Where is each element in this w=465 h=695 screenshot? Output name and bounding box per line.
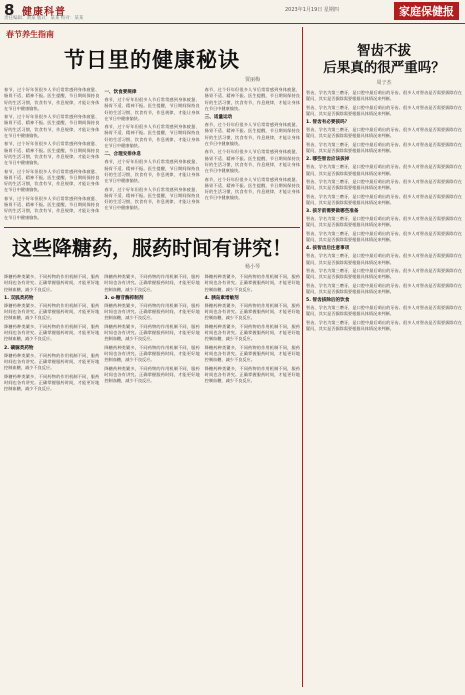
article-wisdom-teeth: [306, 27, 462, 334]
subheading: 二、合理安排休息: [104, 152, 142, 158]
body-paragraph: 春节，过个好年但很多人节后常常感到身体疲惫、肠胃不适、精神不振。医生提醒，节日期间保持良好的生活习惯，饮食有节，作息规律，才能让身体在节日中健康愉快。: [204, 122, 300, 147]
body-paragraph: 降糖药种类繁多，不同药物的作用机制不同，服药时间也各有讲究。正确掌握服药时间，才能更好地控制血糖，减少不良反应。: [104, 302, 200, 321]
body-paragraph: 降糖药种类繁多，不同药物的作用机制不同，服药时间也各有讲究。正确掌握服药时间，才能更好地控制血糖，减少不良反应。: [204, 365, 300, 384]
article-spring-health: [4, 27, 300, 394]
body-paragraph: 春节，过个好年但很多人节后常常感到身体疲惫、肠胃不适、精神不振。医生提醒，节日期间保持良好的生活习惯，饮食有节，作息规律，才能让身体在节日中健康愉快。: [4, 141, 100, 166]
section-title: 健康科普: [22, 7, 66, 18]
body-paragraph: 春节，过个好年但很多人节后常常感到身体疲惫、肠胃不适、精神不振。医生提醒，节日期间保持良好的生活习惯，饮食有节，作息规律，才能让身体在节日中健康愉快。: [204, 87, 300, 111]
body-paragraph: 降糖药种类繁多，不同药物的作用机制不同，服药时间也各有讲究。正确掌握服药时间，才能更好地控制血糖，减少不良反应。: [4, 273, 100, 292]
article-byline: 周子杰: [376, 80, 392, 86]
article-body: [4, 274, 300, 394]
body-paragraph: 降糖药种类繁多，不同药物的作用机制不同，服药时间也各有讲究。正确掌握服药时间，才能更好地控制血糖，减少不良反应。: [4, 323, 100, 342]
body-paragraph: 智齿，学名为第三磨牙，是口腔中最后萌出的牙齿。很多人对智齿是否需要拔除存在疑问，其实是否拔除需要根据具体情况来判断。: [306, 178, 462, 191]
article-byline: 贾丽梅: [244, 77, 260, 83]
article-title: [306, 43, 462, 77]
article-kicker: 春节养生指南: [6, 30, 54, 39]
body-paragraph: 春节，过个好年但很多人节后常常感到身体疲惫、肠胃不适、精神不振。医生提醒，节日期间保持良好的生活习惯，饮食有节，作息规律，才能让身体在节日中健康愉快。: [204, 149, 300, 174]
body-paragraph: 春节，过个好年但很多人节后常常感到身体疲惫、肠胃不适、精神不振。医生提醒，节日期间保持良好的生活习惯，饮食有节，作息规律，才能让身体在节日中健康愉快。: [204, 176, 300, 201]
column-divider: [302, 27, 303, 687]
subheading: 3. α-糖苷酶抑制剂: [104, 295, 144, 301]
body-paragraph: 降糖药种类繁多，不同药物的作用机制不同，服药时间也各有讲究。正确掌握服药时间，才能更好地控制血糖，减少不良反应。: [204, 302, 300, 321]
newspaper-brand: 家庭保健报: [394, 2, 459, 20]
page-number: 8: [4, 1, 15, 19]
subheading: 5. 智齿拔除后的饮食: [306, 298, 350, 304]
article-body: [4, 87, 300, 223]
subheading: 1. 双胍类药物: [4, 295, 34, 301]
subheading: 三、适量运动: [204, 115, 233, 121]
subheading: 2. 哪些智齿应该拔掉: [306, 157, 350, 163]
body-paragraph: 降糖药种类繁多，不同药物的作用机制不同，服药时间也各有讲究。正确掌握服药时间，才能更好地控制血糖，减少不良反应。: [104, 323, 200, 342]
body-paragraph: 智齿，学名为第三磨牙，是口腔中最后萌出的牙齿。很多人对智齿是否需要拔除存在疑问，其实是否拔除需要根据具体情况来判断。: [306, 164, 462, 176]
subheading: 1. 智齿有必要拔吗？: [306, 120, 350, 126]
title-line-1: 智齿不拔: [357, 43, 411, 59]
body-paragraph: 降糖药种类繁多，不同药物的作用机制不同，服药时间也各有讲究。正确掌握服药时间，才能更好地控制血糖，减少不良反应。: [4, 302, 100, 321]
body-paragraph: 降糖药种类繁多，不同药物的作用机制不同，服药时间也各有讲究。正确掌握服药时间，才能更好地控制血糖，减少不良反应。: [204, 273, 300, 292]
body-paragraph: 春节，过个好年但很多人节后常常感到身体疲惫、肠胃不适、精神不振。医生提醒，节日期间保持良好的生活习惯，饮食有节，作息规律，才能让身体在节日中健康愉快。: [4, 114, 100, 139]
body-paragraph: 降糖药种类繁多，不同药物的作用机制不同，服药时间也各有讲究。正确掌握服药时间，才能更好地控制血糖，减少不良反应。: [204, 323, 300, 342]
subheading: 3. 拔牙前需要做哪些准备: [306, 209, 359, 215]
section-divider: [4, 227, 300, 228]
subheading: 4. 拔智齿后注意事项: [306, 246, 350, 252]
body-paragraph: 智齿，学名为第三磨牙，是口腔中最后萌出的牙齿。很多人对智齿是否需要拔除存在疑问，其实是否拔除需要根据具体情况来判断。: [306, 230, 462, 243]
body-paragraph: 降糖药种类繁多，不同药物的作用机制不同，服药时间也各有讲究。正确掌握服药时间，才能更好地控制血糖，减少不良反应。: [104, 273, 200, 292]
article-byline: 杨小琴: [244, 263, 260, 270]
body-paragraph: 春节，过个好年但很多人节后常常感到身体疲惫、肠胃不适、精神不振。医生提醒，节日期间保持良好的生活习惯，饮食有节，作息规律，才能让身体在节日中健康愉快。: [4, 87, 100, 111]
body-paragraph: 智齿，学名为第三磨牙，是口腔中最后萌出的牙齿。很多人对智齿是否需要拔除存在疑问，其实是否拔除需要根据具体情况来判断。: [306, 253, 462, 265]
body-paragraph: 智齿，学名为第三磨牙，是口腔中最后萌出的牙齿。很多人对智齿是否需要拔除存在疑问，其实是否拔除需要根据具体情况来判断。: [306, 127, 462, 139]
body-paragraph: 降糖药种类繁多，不同药物的作用机制不同，服药时间也各有讲究。正确掌握服药时间，才能更好地控制血糖，减少不良反应。: [4, 373, 100, 392]
body-paragraph: 降糖药种类繁多，不同药物的作用机制不同，服药时间也各有讲究。正确掌握服药时间，才能更好地控制血糖，减少不良反应。: [104, 365, 200, 384]
body-paragraph: 智齿，学名为第三磨牙，是口腔中最后萌出的牙齿。很多人对智齿是否需要拔除存在疑问，其实是否拔除需要根据具体情况来判断。: [306, 90, 462, 102]
body-paragraph: 春节，过个好年但很多人节后常常感到身体疲惫、肠胃不适、精神不振。医生提醒，节日期间保持良好的生活习惯，饮食有节，作息规律，才能让身体在节日中健康愉快。: [104, 124, 200, 149]
body-paragraph: 降糖药种类繁多，不同药物的作用机制不同，服药时间也各有讲究。正确掌握服药时间，才能更好地控制血糖，减少不良反应。: [204, 344, 300, 363]
body-paragraph: 春节，过个好年但很多人节后常常感到身体疲惫、肠胃不适、精神不振。医生提醒，节日期间保持良好的生活习惯，饮食有节，作息规律，才能让身体在节日中健康愉快。: [4, 195, 100, 220]
body-paragraph: 春节，过个好年但很多人节后常常感到身体疲惫、肠胃不适、精神不振。医生提醒，节日期间保持良好的生活习惯，饮食有节，作息规律，才能让身体在节日中健康愉快。: [4, 168, 100, 193]
body-paragraph: 智齿，学名为第三磨牙，是口腔中最后萌出的牙齿。很多人对智齿是否需要拔除存在疑问，其实是否拔除需要根据具体情况来判断。: [306, 104, 462, 116]
body-paragraph: 智齿，学名为第三磨牙，是口腔中最后萌出的牙齿。很多人对智齿是否需要拔除存在疑问，其实是否拔除需要根据具体情况来判断。: [306, 319, 462, 332]
article-title: 节日里的健康秘诀: [64, 47, 240, 72]
body-paragraph: 智齿，学名为第三磨牙，是口腔中最后萌出的牙齿。很多人对智齿是否需要拔除存在疑问，其实是否拔除需要根据具体情况来判断。: [306, 305, 462, 317]
body-paragraph: 智齿，学名为第三磨牙，是口腔中最后萌出的牙齿。很多人对智齿是否需要拔除存在疑问，其实是否拔除需要根据具体情况来判断。: [306, 141, 462, 154]
body-paragraph: 春节，过个好年但很多人节后常常感到身体疲惫、肠胃不适、精神不振。医生提醒，节日期间保持良好的生活习惯，饮食有节，作息规律，才能让身体在节日中健康愉快。: [104, 97, 200, 121]
page-header: [0, 0, 465, 24]
body-paragraph: 智齿，学名为第三磨牙，是口腔中最后萌出的牙齿。很多人对智齿是否需要拔除存在疑问，其实是否拔除需要根据具体情况来判断。: [306, 282, 462, 294]
title-line-2: 后果真的很严重吗？: [323, 60, 445, 76]
body-paragraph: 降糖药种类繁多，不同药物的作用机制不同，服药时间也各有讲究。正确掌握服药时间，才能更好地控制血糖，减少不良反应。: [104, 344, 200, 363]
body-paragraph: 智齿，学名为第三磨牙，是口腔中最后萌出的牙齿。很多人对智齿是否需要拔除存在疑问，其实是否拔除需要根据具体情况来判断。: [306, 193, 462, 205]
subheading: 一、饮食要规律: [104, 90, 137, 95]
header-rule: [0, 23, 465, 24]
subheading: 4. 胰岛素增敏剂: [204, 295, 239, 301]
body-paragraph: 智齿，学名为第三磨牙，是口腔中最后萌出的牙齿。很多人对智齿是否需要拔除存在疑问，其实是否拔除需要根据具体情况来判断。: [306, 216, 462, 228]
issue-date: 2023年1月19日 星期四: [285, 7, 339, 13]
body-paragraph: 智齿，学名为第三磨牙，是口腔中最后萌出的牙齿。很多人对智齿是否需要拔除存在疑问，其实是否拔除需要根据具体情况来判断。: [306, 267, 462, 280]
body-paragraph: 春节，过个好年但很多人节后常常感到身体疲惫、肠胃不适、精神不振。医生提醒，节日期间保持良好的生活习惯，饮食有节，作息规律，才能让身体在节日中健康愉快。: [104, 186, 200, 211]
body-paragraph: 春节，过个好年但很多人节后常常感到身体疲惫、肠胃不适、精神不振。医生提醒，节日期间保持良好的生活习惯，饮食有节，作息规律，才能让身体在节日中健康愉快。: [104, 159, 200, 184]
article-title: 这些降糖药，服药时间有讲究！: [12, 235, 292, 260]
editor-line: 责任编辑：刘某 版式：某某 校对：某某: [4, 16, 84, 21]
body-paragraph: 降糖药种类繁多，不同药物的作用机制不同，服药时间也各有讲究。正确掌握服药时间，才能更好地控制血糖，减少不良反应。: [4, 352, 100, 371]
subheading: 2. 磺脲类药物: [4, 345, 34, 351]
